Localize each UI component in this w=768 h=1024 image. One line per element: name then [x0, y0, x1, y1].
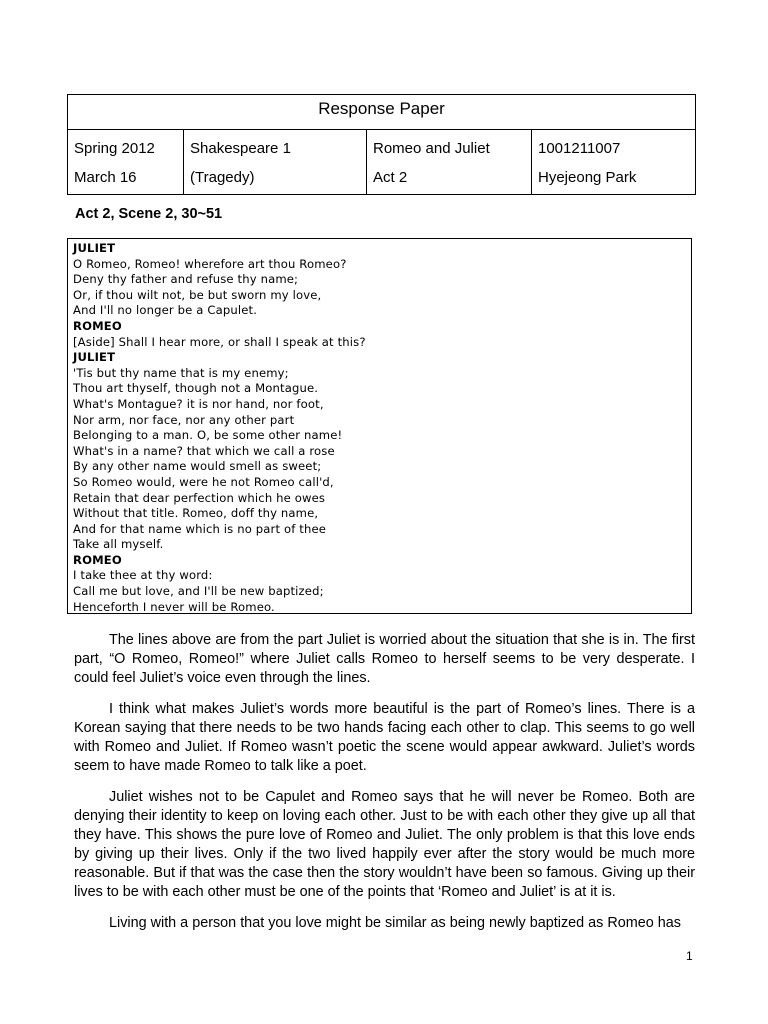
speaker-name: ROMEO [73, 552, 122, 567]
body-paragraph: Living with a person that you love might be similar as being newly baptized as Romeo has [109, 915, 681, 931]
quote-line: Thou art thyself, though not a Montague. [73, 381, 319, 396]
quote-line: Nor arm, nor face, nor any other part [73, 412, 295, 427]
quote-line: What's Montague? it is nor hand, nor foot, [73, 396, 324, 411]
quote-line: Retain that dear perfection which he owes [73, 490, 326, 505]
quote-line: O Romeo, Romeo! wherefore art thou Romeo? [73, 256, 347, 271]
term: Spring 2012 [74, 140, 155, 157]
quote-line: Without that title. Romeo, doff thy name, [73, 506, 319, 521]
quote-box [67, 238, 692, 614]
date: March 16 [74, 169, 137, 186]
quote-line: Deny thy father and refuse thy name; [73, 272, 299, 287]
page-number: 1 [686, 949, 693, 963]
quote-line: And for that name which is no part of thee [73, 521, 327, 536]
header-table [67, 94, 696, 195]
student-id: 1001211007 [538, 140, 621, 157]
quote-line: What's in a name? that which we call a rose [73, 443, 335, 458]
work-cell [367, 130, 532, 195]
quote-line: 'Tis but thy name that is my enemy; [73, 365, 289, 380]
body-paragraph: Juliet wishes not to be Capulet and Romeo says that he will never be Romeo. Both are denying their identity to keep on loving each other. Just to be with each other they give up all that they have. This shows the pure love of Romeo and Juliet. The only problem is that this love ends by giving up their lives. Only if the two lived happily ever after the story would be much more reasonable. But if that was the case then the story wouldn’t have been so famous. Giving up their lives to be with each other must be one of the points that ‘Romeo and Juliet’ is at it is. [74, 789, 695, 900]
quote-line: Henceforth I never will be Romeo. [73, 599, 275, 614]
quote-line: Call me but love, and I'll be new baptized; [73, 584, 324, 599]
speaker-name: JULIET [73, 350, 116, 365]
student-cell [532, 130, 696, 195]
work-title: Romeo and Juliet [373, 140, 490, 157]
quote-line: Belonging to a man. O, be some other name! [73, 428, 343, 443]
quote-line: I take thee at thy word: [73, 568, 213, 583]
student-name: Hyejeong Park [538, 169, 637, 186]
section-heading: Act 2, Scene 2, 30~51 [75, 206, 223, 222]
term-date-cell [68, 130, 184, 195]
quote-line: And I'll no longer be a Capulet. [73, 303, 258, 318]
work-act: Act 2 [373, 169, 408, 186]
course-cell [184, 130, 367, 195]
quote-line: [Aside] Shall I hear more, or shall I speak at this? [73, 334, 366, 349]
body-text [74, 631, 695, 945]
quote-line: Or, if thou wilt not, be but sworn my love, [73, 287, 322, 302]
course-genre: (Tragedy) [190, 169, 255, 186]
course-name: Shakespeare 1 [190, 140, 291, 157]
body-paragraph: The lines above are from the part Juliet is worried about the situation that she is in. The first part, “O Romeo, Romeo!” where Juliet calls Romeo to herself seems to be very desperate. I could feel Juliet’s voice even through the lines. [74, 632, 695, 686]
quote-line: So Romeo would, were he not Romeo call'd, [73, 474, 334, 489]
quote-line: Take all myself. [73, 537, 164, 552]
quote-line: By any other name would smell as sweet; [73, 459, 322, 474]
speaker-name: ROMEO [73, 318, 122, 333]
speaker-name: JULIET [73, 241, 116, 255]
paper-title: Response Paper [68, 95, 696, 130]
body-paragraph: I think what makes Juliet’s words more beautiful is the part of Romeo’s lines. There is a Korean saying that there needs to be two hands facing each other to clap. This seems to go well with Romeo and Juliet. If Romeo wasn’t poetic the scene would appear awkward. Juliet’s words seem to have made Romeo to talk like a poet. [74, 701, 695, 774]
